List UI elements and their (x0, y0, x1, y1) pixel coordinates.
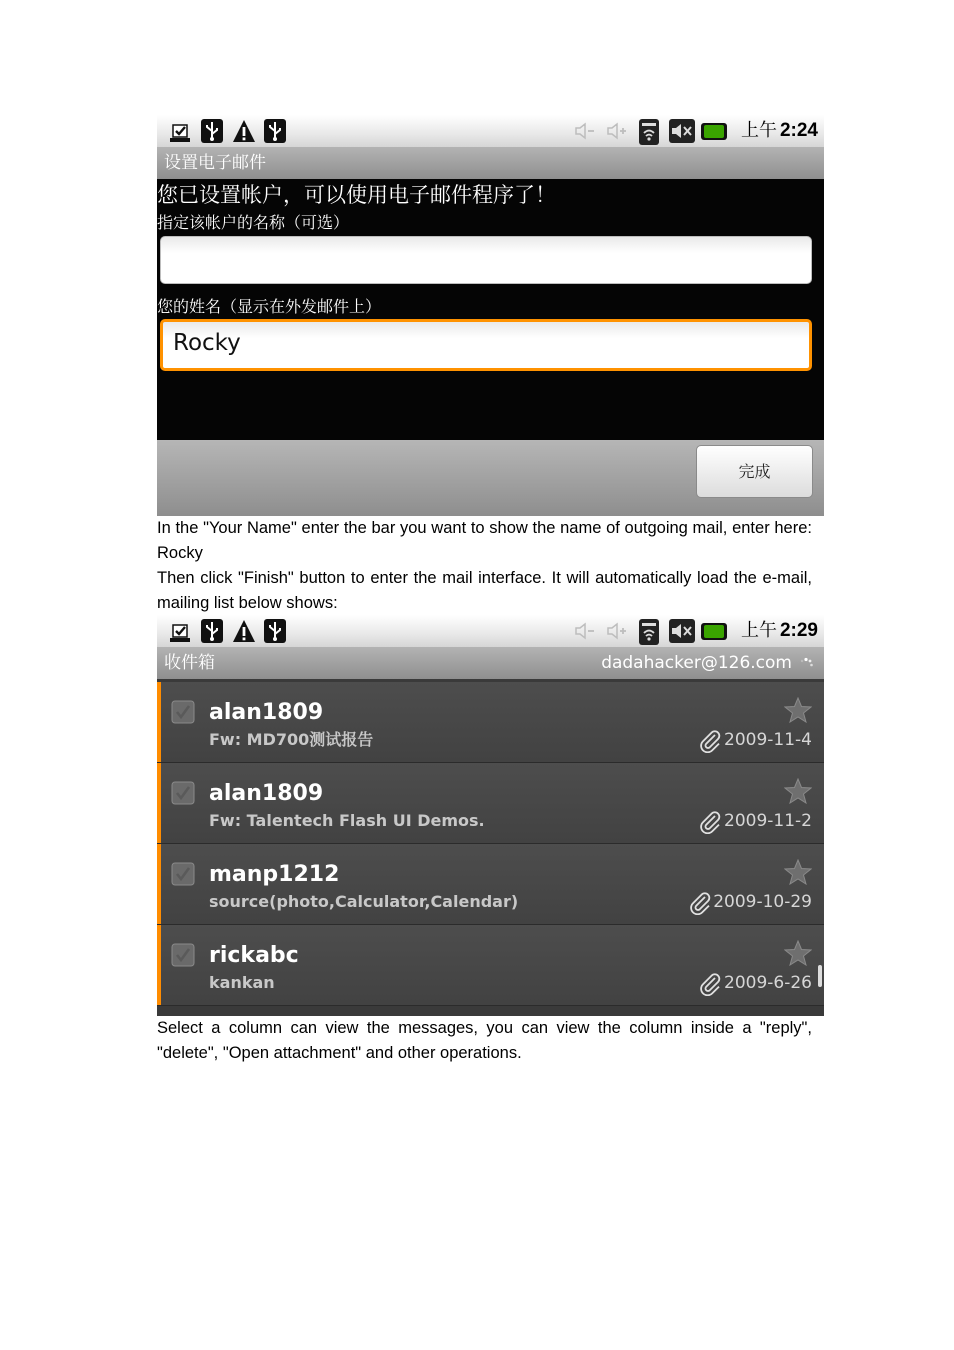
checkbox-icon[interactable] (171, 700, 195, 728)
download-done-icon (169, 119, 191, 143)
battery-icon (700, 619, 722, 643)
status-clock: 上午 2:29 (740, 620, 818, 641)
title-bar (157, 147, 824, 179)
mute-icon (669, 119, 691, 143)
message-list (157, 679, 824, 1016)
list-item[interactable] (157, 844, 824, 925)
account-name-label: 指定该帐户的名称（可选） (157, 213, 350, 232)
checkbox-icon[interactable] (171, 943, 195, 971)
message-subject: Fw: Talentech Flash UI Demos. (209, 811, 485, 830)
status-bar (157, 115, 824, 147)
volume-up-icon (605, 619, 627, 643)
star-icon[interactable] (784, 697, 812, 727)
status-clock: 上午 2:24 (740, 120, 818, 141)
paperclip-icon (698, 810, 722, 838)
unread-indicator (157, 925, 161, 1005)
paperclip-icon (698, 729, 722, 757)
message-date: 2009-6-26 (724, 973, 812, 993)
instruction-text-your-name: In the "Your Name" enter the bar you want to show the name of outgoing mail, enter here: Rocky (157, 519, 812, 562)
instruction-text-finish: Then click "Finish" button to enter the mail interface. It will automatically load the e-mail, mailing list below shows: (157, 569, 812, 612)
page-title: 设置电子邮件 (164, 153, 266, 173)
warning-icon (232, 119, 254, 143)
sim-signal-icon (638, 119, 660, 143)
usb-icon (201, 619, 223, 643)
screenshot-inbox (157, 615, 824, 1016)
star-icon[interactable] (784, 859, 812, 889)
sim-signal-icon (638, 619, 660, 643)
screenshot-setup-email (157, 115, 824, 516)
status-bar (157, 615, 824, 647)
list-item[interactable] (157, 682, 824, 763)
message-subject: kankan (209, 973, 275, 992)
message-subject: Fw: MD700测试报告 (209, 730, 374, 749)
unread-indicator (157, 844, 161, 924)
account-address: dadahacker@126.com (601, 653, 792, 673)
usb-icon (264, 119, 286, 143)
message-subject: source(photo,Calculator,Calendar) (209, 892, 519, 911)
paperclip-icon (688, 891, 712, 919)
download-done-icon (169, 619, 191, 643)
message-date: 2009-10-29 (713, 892, 812, 912)
page-title: 收件箱 (164, 653, 215, 673)
title-bar (157, 647, 824, 679)
list-item[interactable] (157, 925, 824, 1006)
star-icon[interactable] (784, 778, 812, 808)
message-date: 2009-11-2 (724, 811, 812, 831)
scrollbar[interactable] (818, 965, 822, 987)
volume-down-icon (573, 119, 595, 143)
paperclip-icon (698, 972, 722, 1000)
usb-icon (264, 619, 286, 643)
usb-icon (201, 119, 223, 143)
bottom-button-bar (157, 440, 824, 516)
unread-indicator (157, 763, 161, 843)
instruction-text-select: Select a column can view the messages, you can view the column inside a "reply", "delete", "Open attachment" and other operations. (157, 1019, 812, 1062)
message-date: 2009-11-4 (724, 730, 812, 750)
account-name-input[interactable] (160, 236, 812, 284)
list-item[interactable] (157, 763, 824, 844)
star-icon[interactable] (784, 940, 812, 970)
your-name-input[interactable]: Rocky (160, 319, 812, 371)
unread-indicator (157, 682, 161, 762)
message-sender: alan1809 (209, 700, 324, 725)
battery-icon (700, 119, 722, 143)
done-button[interactable]: 完成 (696, 445, 813, 498)
setup-heading: 您已设置帐户，可以使用电子邮件程序了！ (157, 183, 556, 207)
volume-up-icon (605, 119, 627, 143)
warning-icon (232, 619, 254, 643)
mute-icon (669, 619, 691, 643)
checkbox-icon[interactable] (171, 862, 195, 890)
message-sender: rickabc (209, 943, 299, 968)
your-name-label: 您的姓名（显示在外发邮件上） (157, 297, 382, 316)
checkbox-icon[interactable] (171, 781, 195, 809)
volume-down-icon (573, 619, 595, 643)
message-sender: manp1212 (209, 862, 340, 887)
message-sender: alan1809 (209, 781, 324, 806)
